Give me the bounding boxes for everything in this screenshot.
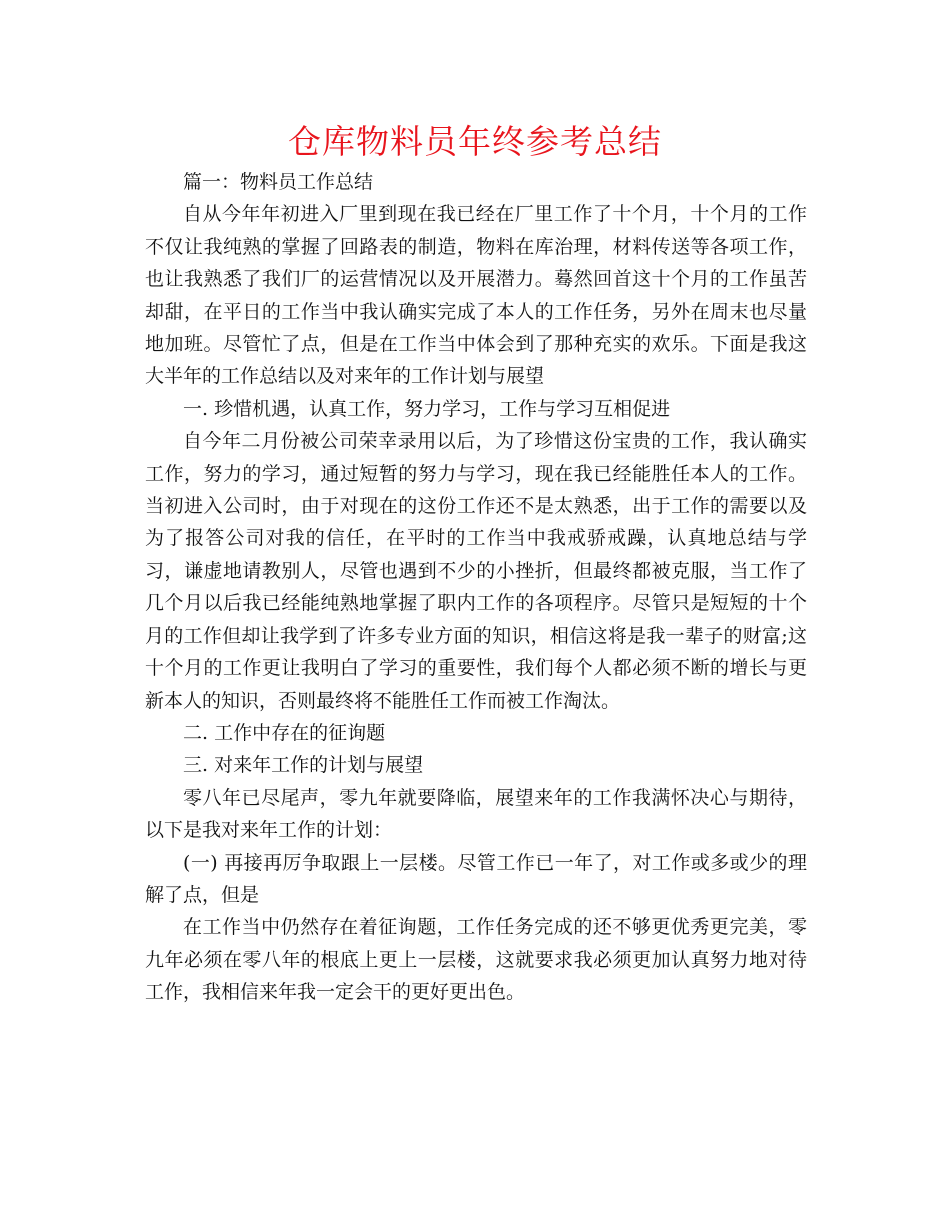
section-heading-three: 三. 对来年工作的计划与展望 [183,754,424,777]
section-heading-one: 一. 珍惜机遇，认真工作，努力学习，工作与学习互相促进 [183,397,671,420]
paragraph-plan-item-one: (一) 再接再厉争取跟上一层楼。尽管工作已一年了，对工作或多或少的理解了点，但是 [145,851,807,906]
section-heading-two: 二. 工作中存在的征询题 [183,721,386,744]
document-title: 仓库物料员年终参考总结 [288,122,662,161]
paragraph-next-year: 零八年已尽尾声，零九年就要降临，展望来年的工作我满怀决心与期待，以下是我对来年工作的计划： [145,786,807,842]
paragraph-plan-continuation: 在工作当中仍然存在着征询题，工作任务完成的还不够更优秀更完美，零九年必须在零八年的根底上更上一层楼，这就要求我必须更加认真努力地对待工作，我相信来年我一定会干的更好更出色。 [145,916,807,1004]
section-heading-part-one: 篇一：物料员工作总结 [183,171,374,193]
paragraph-section-one: 自今年二月份被公司荣幸录用以后，为了珍惜这份宝贵的工作，我认确实工作，努力的学习，通过短暂的努力与学习，现在我已经能胜任本人的工作。当初进入公司时，由于对现在的这份工作还不是太熟悉，出于工作的需要以及为了报答公司对我的信任，在平时的工作当中我戒骄戒躁，认真地总结与学习，谦虚地请教别人，尽管也遇到不少的小挫折，但最终都被克服，当工作了几个月以后我已经能纯熟地掌握了职内工作的各项程序。尽管只是短短的十个月的工作但却让我学到了许多专业方面的知识，相信这将是我一辈子的财富;这十个月的工作更让我明白了学习的重要性，我们每个人都必须不断的增长与更新本人的知识，否则最终将不能胜任工作而被工作淘汰。 [145,430,807,712]
paragraph-intro: 自从今年年初进入厂里到现在我已经在厂里工作了十个月，十个月的工作不仅让我纯熟的掌握了回路表的制造，物料在库治理，材料传送等各项工作，也让我熟悉了我们厂的运营情况以及开展潜力。蓦然回首这十个月的工作虽苦却甜，在平日的工作当中我认确实完成了本人的工作任务，另外在周末也尽量地加班。尽管忙了点，但是在工作当中体会到了那种充实的欢乐。下面是我这大半年的工作总结以及对来年的工作计划与展望 [145,203,807,388]
document-body [145,166,807,1009]
